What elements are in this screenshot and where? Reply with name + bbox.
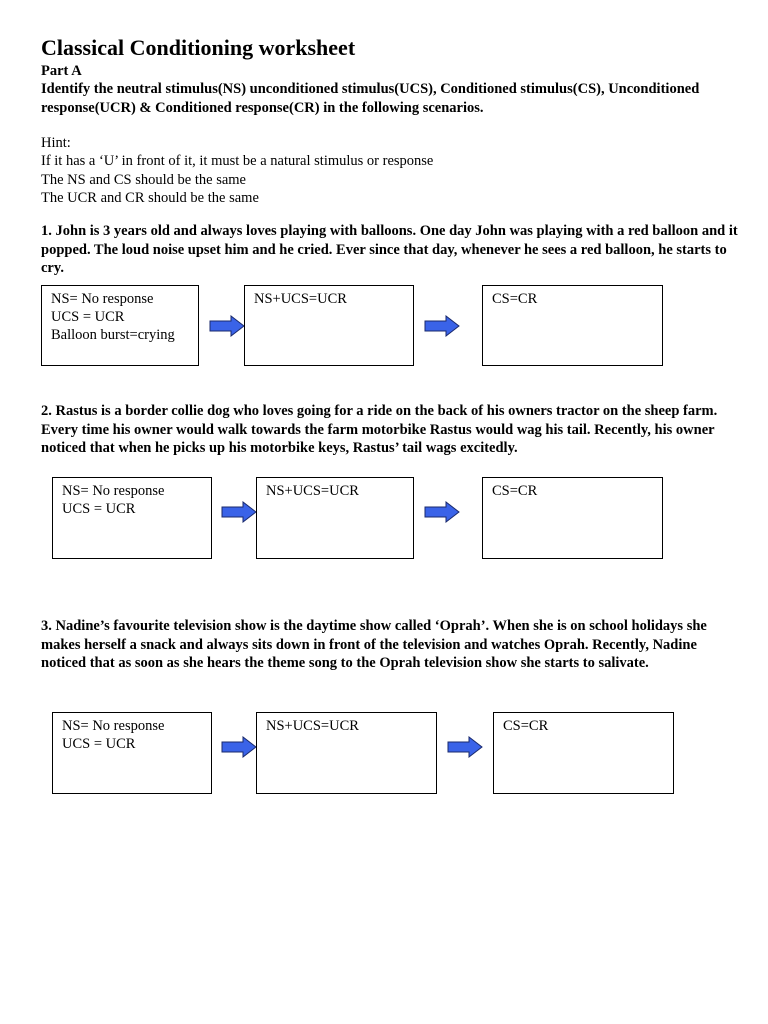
scenario-3-arrow-1-icon (221, 736, 257, 758)
scenario-3-arrow-2-icon (447, 736, 483, 758)
scenario-1-arrow-2-icon (424, 315, 460, 337)
hint-heading: Hint: (41, 135, 71, 151)
page-title: Classical Conditioning worksheet (41, 35, 356, 60)
scenario-3-box1-line-2: UCS = UCR (62, 736, 136, 752)
scenario-2-cs-box[interactable] (482, 477, 663, 559)
scenario-1-box2-label: NS+UCS=UCR (254, 291, 347, 307)
scenario-1-ns-ucs-box[interactable] (244, 285, 414, 366)
scenario-1-ns-box[interactable] (41, 285, 199, 366)
hint-line-2: The NS and CS should be the same (41, 171, 246, 188)
instructions: Identify the neutral stimulus(NS) unconditioned stimulus(UCS), Conditioned stimulus(CS), Unconditioned response(UCR) & Conditioned response(CR) in the following scenarios. (41, 81, 700, 116)
scenario-2-ns-box[interactable] (52, 477, 212, 559)
scenario-1-box1-line-1: NS= No response (51, 291, 154, 307)
scenario-2-text: 2. Rastus is a border collie dog who loves going for a ride on the back of his owners tractor on the sheep farm. Every time his owner would walk towards the farm motorbike Rastus would wag his tail. Recently, his owner noticed that when he picks up his motorbike keys, Rastus’ tail wags excitedly. (41, 403, 718, 456)
scenario-2-box2-label: NS+UCS=UCR (266, 483, 359, 499)
scenario-1-arrow-1-icon (209, 315, 245, 337)
scenario-3-text: 3. Nadine’s favourite television show is the daytime show called ‘Oprah’. When she is on school holidays she makes herself a snack and always sits down in front of the television and watches Oprah. Recently, Nadine noticed that as soon as she hears the theme song to the Oprah television show she starts to salivate. (41, 618, 707, 671)
scenario-3-box3-label: CS=CR (503, 718, 549, 734)
scenario-1-box3-label: CS=CR (492, 291, 538, 307)
hint-line-3: The UCR and CR should be the same (41, 189, 259, 206)
part-label: Part A (41, 63, 82, 79)
scenario-2-box1-line-2: UCS = UCR (62, 501, 136, 517)
scenario-3-box1-line-1: NS= No response (62, 718, 165, 734)
scenario-1-cs-box[interactable] (482, 285, 663, 366)
scenario-2-arrow-2-icon (424, 501, 460, 523)
scenario-1-text: 1. John is 3 years old and always loves playing with balloons. One day John was playing with a red balloon and it popped. The loud noise upset him and he cried. Ever since that day, whenever he sees a red balloon, he starts to cry. (41, 223, 738, 276)
scenario-3-cs-box[interactable] (493, 712, 674, 794)
scenario-2-box3-label: CS=CR (492, 483, 538, 499)
hint-block (41, 134, 433, 207)
scenario-3-ns-ucs-box[interactable] (256, 712, 437, 794)
scenario-2-arrow-1-icon (221, 501, 257, 523)
scenario-2-box1-line-1: NS= No response (62, 483, 165, 499)
scenario-3-ns-box[interactable] (52, 712, 212, 794)
hint-line-1: If it has a ‘U’ in front of it, it must be a natural stimulus or response (41, 153, 434, 170)
scenario-2-ns-ucs-box[interactable] (256, 477, 414, 559)
scenario-3-box2-label: NS+UCS=UCR (266, 718, 359, 734)
scenario-1-box1-line-2: UCS = UCR (51, 309, 125, 325)
scenario-1-box1-line-3: Balloon burst=crying (51, 327, 175, 343)
